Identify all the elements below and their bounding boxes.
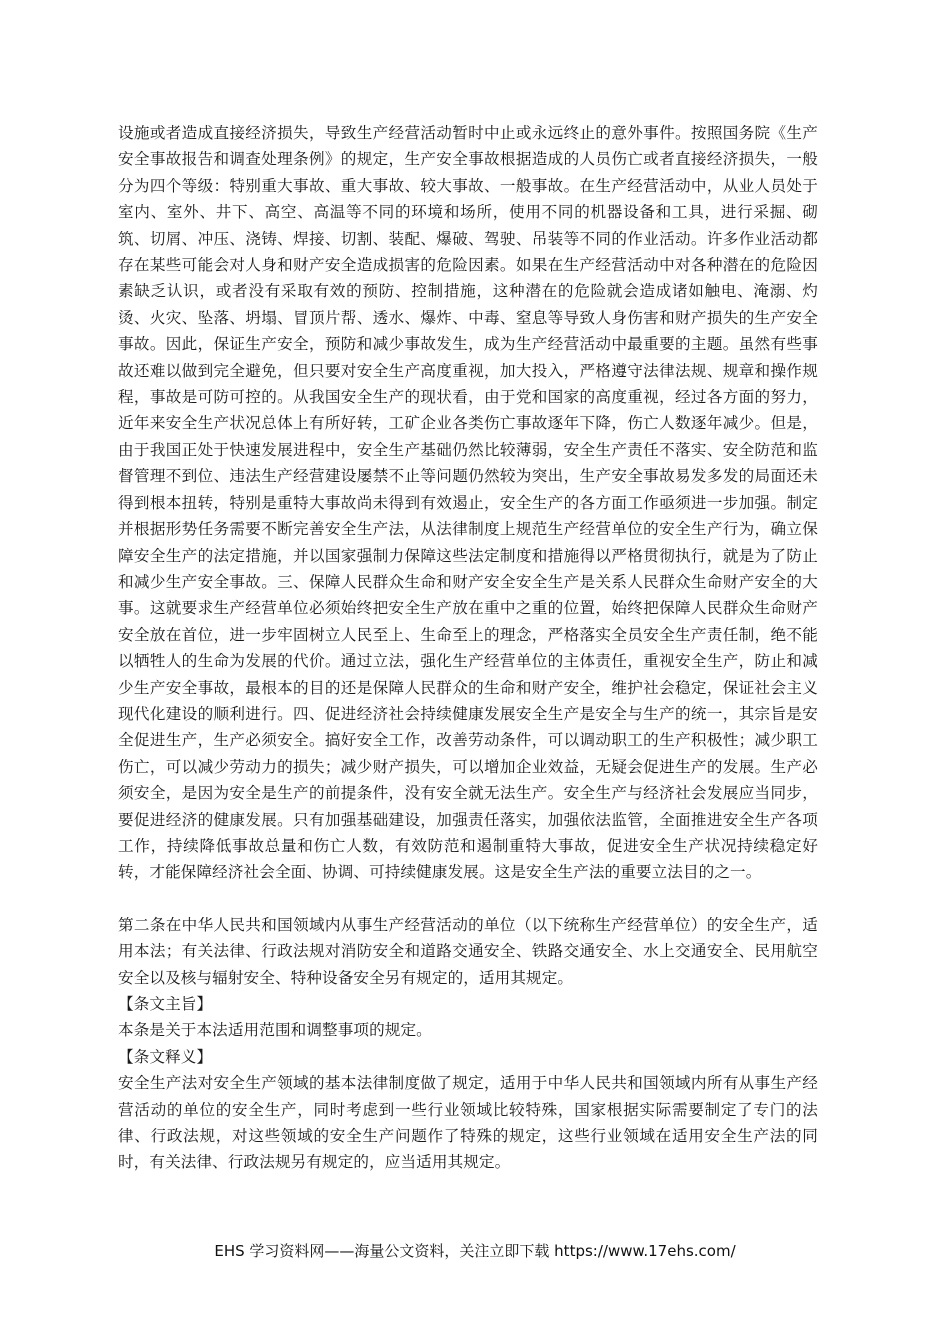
heading-article-interpretation: 【条文释义】 xyxy=(118,1047,213,1066)
page-footer: EHS 学习资料网——海量公文资料，关注立即下载 https://www.17ehs.com/ xyxy=(214,1242,736,1260)
paragraph-safety-accidents: 设施或者造成直接经济损失，导致生产经营活动暂时中止或永远终止的意外事件。按照国务院《生产安全事故报告和调查处理条例》的规定，生产安全事故根据造成的人员伤亡或者直接经济损失，一般分为四个等级：特别重大事故、重大事故、较大事故、一般事故。在生产经营活动中，从业人员处于室内、室外、井下、高空、高温等不同的环境和场所，使用不同的机器设备和工具，进行采掘、砌筑、切屑、冲压、浇铸、焊接、切割、装配、爆破、驾驶、吊装等不同的作业活动。许多作业活动都存在某些可能会对人身和财产安全造成损害的危险因素。如果在生产经营活动中对各种潜在的危险因素缺乏认识，或者没有采取有效的预防、控制措施，这种潜在的危险就会造成诸如触电、淹溺、灼烫、火灾、坠落、坍塌、冒顶片帮、透水、爆炸、中毒、窒息等导致人身伤害和财产损失的生产安全事故。因此，保证生产安全，预防和减少事故发生，成为生产经营活动中最重要的主题。虽然有些事故还难以做到完全避免，但只要对安全生产高度重视，加大投入，严格遵守法律法规、规章和操作规程，事故是可防可控的。从我国安全生产的现状看，由于党和国家的高度重视，经过各方面的努力，近年来安全生产状况总体上有所好转，工矿企业各类伤亡事故逐年下降，伤亡人数逐年减少。但是，由于我国正处于快速发展进程中，安全生产基础仍然比较薄弱，安全生产责任不落实、安全防范和监督管理不到位、违法生产经营建设屡禁不止等问题仍然较为突出，生产安全事故易发多发的局面还未得到根本扭转，特别是重特大事故尚未得到有效遏止，安全生产的各方面工作亟须进一步加强。制定并根据形势任务需要不断完善安全生产法，从法律制度上规范生产经营单位的安全生产行为，确立保障安全生产的法定措施，并以国家强制力保障这些法定制度和措施得以严格贯彻执行，就是为了防止和减少生产安全事故。三、保障人民群众生命和财产安全安全生产是关系人民群众生命财产安全的大事。这就要求生产经营单位必须始终把安全生产放在重中之重的位置，始终把保障人民群众生命财产安全放在首位，进一步牢固树立人民至上、生命至上的理念，严格落实全员安全生产责任制，绝不能以牺牲人的生命为发展的代价。通过立法，强化生产经营单位的主体责任，重视安全生产，防止和减少生产安全事故，最根本的目的还是保障人民群众的生命和财产安全，维护社会稳定，保证社会主义现代化建设的顺利进行。四、促进经济社会持续健康发展安全生产是安全与生产的统一，其宗旨是安全促进生产，生产必须安全。搞好安全工作，改善劳动条件，可以调动职工的生产积极性；减少职工伤亡，可以减少劳动力的损失；减少财产损失，可以增加企业效益，无疑会促进生产的发展。生产必须安全，是因为安全是生产的前提条件，没有安全就无法生产。安全生产与经济社会发展应当同步，要促进经济的健康发展。只有加强基础建设，加强责任落实，加强依法监管，全面推进安全生产各项工作，持续降低事故总量和伤亡人数，有效防范和遏制重特大事故，促进安全生产状况持续稳定好转，才能保障经济社会全面、协调、可持续健康发展。这是安全生产法的重要立法目的之一。 xyxy=(118,124,818,882)
document-body xyxy=(118,120,818,1176)
paragraph-article-interpretation: 安全生产法对安全生产领域的基本法律制度做了规定，适用于中华人民共和国领域内所有从事生产经营活动的单位的安全生产，同时考虑到一些行业领域比较特殊，国家根据实际需要制定了专门的法律、行政法规，对这些领域的安全生产问题作了特殊的规定，这些行业领域在适用安全生产法的同时，有关法律、行政法规另有规定的，应当适用其规定。 xyxy=(118,1074,818,1172)
heading-article-purpose: 【条文主旨】 xyxy=(118,995,213,1013)
paragraph-gap xyxy=(118,886,818,912)
paragraph-article-purpose: 本条是关于本法适用范围和调整事项的规定。 xyxy=(118,1021,432,1040)
paragraph-article-2: 第二条在中华人民共和国领域内从事生产经营活动的单位（以下统称生产经营单位）的安全生产，适用本法；有关法律、行政法规对消防安全和道路交通安全、铁路交通安全、水上交通安全、民用航空安全以及核与辐射安全、特种设备安全另有规定的，适用其规定。 xyxy=(118,915,818,987)
